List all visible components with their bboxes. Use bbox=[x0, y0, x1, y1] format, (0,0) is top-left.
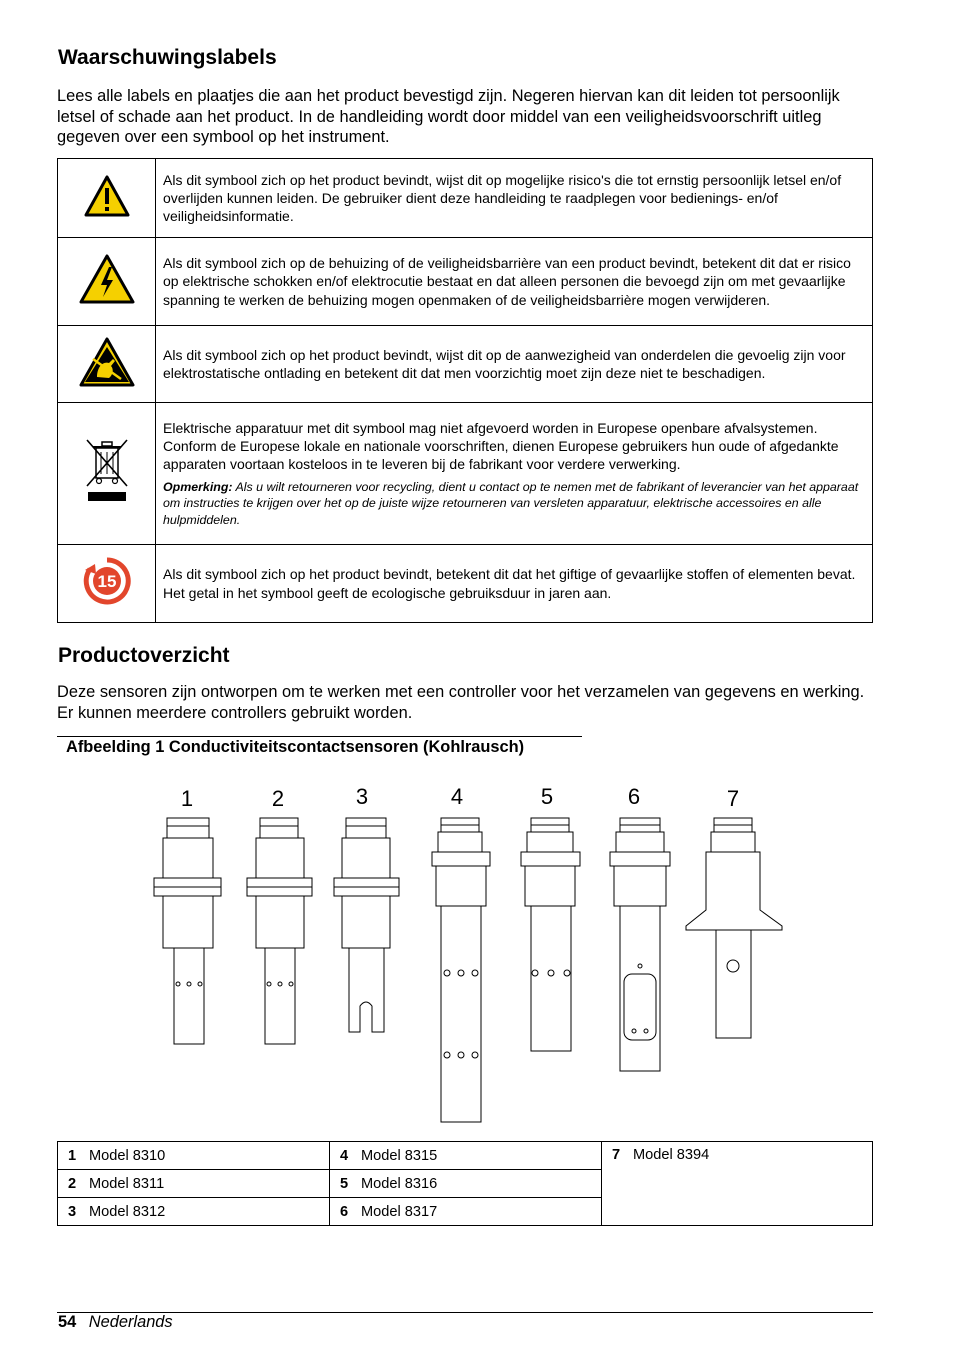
warning-text: Als dit symbool zich op de behuizing of de veiligheidsbarrière van een product bevindt, betekent dit dat er risico op elektrische schokken en/of elektrocutie bestaat en dat alleen personen die bevoegd zijn om met gevaarlijke spanning te werken de behuizing mogen openmaken of de veiligheidsbarrière mogen verwijderen. bbox=[156, 238, 873, 326]
warning-text: Elektrische apparatuur met dit symbool mag niet afgevoerd worden in Europese openbare afvalsystemen. Conform de Europese lokale en nationale voorschriften, dienen Europese gebruikers hun oude of afgedankte apparaten voortaan kosteloos in te leveren bij de fabrikant voor verdere verwerking. bbox=[163, 419, 839, 473]
figure-label: 2 bbox=[271, 786, 285, 811]
page-number: 54 bbox=[58, 1313, 77, 1331]
figure-caption: Afbeelding 1 Conductiviteitscontactsensoren (Kohlrausch) bbox=[66, 738, 525, 756]
figure-label: 7 bbox=[726, 786, 740, 811]
table-cell: 5 Model 8316 bbox=[330, 1170, 602, 1198]
sensor-2 bbox=[247, 818, 312, 1044]
weee-bin-icon bbox=[82, 436, 132, 506]
figure-label: 6 bbox=[627, 784, 641, 809]
table-cell: 6 Model 8317 bbox=[330, 1198, 602, 1226]
section-title-warnings: Waarschuwingslabels bbox=[58, 46, 277, 69]
figure-rule bbox=[57, 736, 582, 737]
figure-label: 4 bbox=[450, 784, 464, 809]
footer-rule bbox=[57, 1312, 873, 1313]
electric-shock-icon bbox=[79, 254, 135, 304]
figure-label: 1 bbox=[180, 786, 194, 811]
efup-15-icon bbox=[82, 556, 132, 606]
esd-icon bbox=[79, 337, 135, 387]
sensor-3 bbox=[334, 818, 399, 1032]
warning-row bbox=[58, 326, 873, 403]
section-title-overview: Productoverzicht bbox=[58, 644, 230, 667]
efup-number: 15 bbox=[97, 572, 116, 591]
warning-row bbox=[58, 159, 873, 238]
table-cell: 2 Model 8311 bbox=[58, 1170, 330, 1198]
warning-labels-table bbox=[57, 158, 873, 623]
table-cell: 4 Model 8315 bbox=[330, 1142, 602, 1170]
warning-row bbox=[58, 238, 873, 326]
warning-text: Als dit symbool zich op het product bevindt, wijst dit op de aanwezigheid van onderdelen die gevoelig zijn voor elektrostatische ontlading en betekent dit dat men voorzichtig moet zijn deze niet te beschadigen. bbox=[156, 326, 873, 403]
sensor-6 bbox=[610, 818, 670, 1071]
footer-language: Nederlands bbox=[88, 1313, 173, 1331]
sensor-7 bbox=[686, 818, 782, 1038]
warning-text: Als dit symbool zich op het product bevindt, wijst dit op mogelijke risico's die tot ernstig persoonlijk letsel en/of overlijden kunnen leiden. De gebruiker dient deze handleiding te raadplegen voor bedienings- en/of veiligheidsinformatie. bbox=[156, 159, 873, 238]
note-text: Als u wilt retourneren voor recycling, dient u contact op te nemen met de fabrikant of leverancier van het apparaat om instructies te krijgen over het op de juiste wijze retourneren van versleten apparatuur, elektrische accessoires en alle hulpmiddelen. bbox=[163, 479, 859, 527]
figure-label: 5 bbox=[540, 784, 554, 809]
sensor-5 bbox=[521, 818, 580, 1051]
model-legend-table bbox=[57, 1141, 873, 1226]
sensor-4 bbox=[432, 818, 490, 1122]
table-cell: 7 Model 8394 bbox=[602, 1142, 873, 1226]
warnings-intro: Lees alle labels en plaatjes die aan het product bevestigd zijn. Negeren hiervan kan dit leiden tot persoonlijk letsel of schade aan het product. In de handleiding wordt door middel van een veiligheidsvoorschrift uitleg gegeven over een symbool op het instrument. bbox=[57, 87, 840, 146]
warning-text: Als dit symbool zich op het product bevindt, betekent dit dat het giftige of gevaarlijke stoffen of elementen bevat. Het getal in het symbool geeft de ecologische gebruiksduur in jaren aan. bbox=[156, 545, 873, 623]
note-label: Opmerking: bbox=[163, 479, 233, 494]
page-footer bbox=[58, 1313, 173, 1332]
sensor-figure bbox=[0, 770, 954, 1130]
overview-intro: Deze sensoren zijn ontworpen om te werken met een controller voor het verzamelen van gegevens en werking. Er kunnen meerdere controllers gebruikt worden. bbox=[57, 683, 865, 722]
sensor-1 bbox=[154, 818, 221, 1044]
table-cell: 1 Model 8310 bbox=[58, 1142, 330, 1170]
table-cell: 3 Model 8312 bbox=[58, 1198, 330, 1226]
warning-row bbox=[58, 545, 873, 623]
figure-label: 3 bbox=[355, 784, 369, 809]
table-row bbox=[58, 1142, 873, 1170]
warning-triangle-icon bbox=[84, 175, 130, 217]
warning-row bbox=[58, 403, 873, 545]
warning-text-cell bbox=[156, 403, 873, 545]
note bbox=[163, 479, 860, 529]
